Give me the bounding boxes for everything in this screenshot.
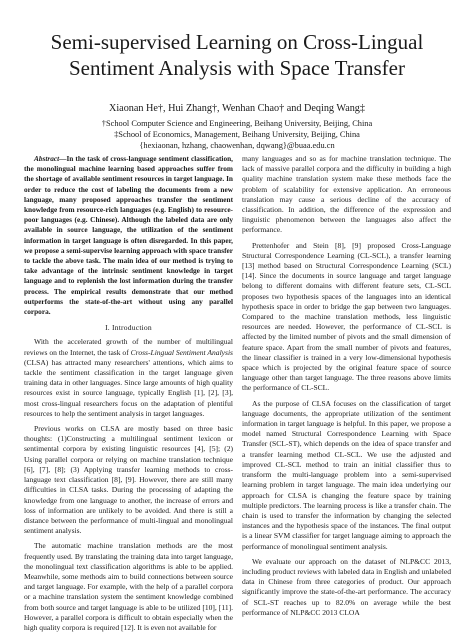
- affiliation-2: ‡School of Economics, Management, Beihang University, Beijing, China: [114, 130, 360, 139]
- right-paragraph-4: We evaluate our approach on the dataset of NLP&CC 2013, including product reviews with labeled data in English and unlabeled data in Chinese from three categories of product. Our approach significantly improve the state-of-the-art performance. The accuracy of SCL-ST reaches up to 82.0% on average while the best performance of NLP&CC 2013 CLOA: [242, 556, 451, 617]
- paper-title-line-2: Sentiment Analysis with Space Transfer: [69, 56, 405, 80]
- abstract-text: —In the task of cross-language sentiment classification, the monolingual machine learning based approaches suffer from the shortage of available sentiment resources in target language. In order to reduce the cost of labeling the documents from a new language, many proposed approaches transfer the sentiment knowledge from resource-rich languages (e.g. English) to resource-poor languages (e.g. Chinese). Although the labeled data are only available in source language, the utilization of the sentiment information in target language is often disregarded. In this paper, we propose a semi-supervise learning approach with space transfer to tackle the above task. The main idea of our method is trying to take advantage of the intrinsic sentiment knowledge in target language and to replenish the lost information during the transfer process. The empirical results demonstrate that our method outperforms the state-of-the-art without using any parallel corpora.: [24, 154, 233, 317]
- paper-title-line-1: Semi-supervised Learning on Cross-Lingual: [50, 30, 424, 54]
- right-paragraph-2: Prettenhofer and Stein [8], [9] proposed Cross-Language Structural Correspondence Learning (CL-SCL), a transfer learning [13] method based on Structural Correspondence Learning (SCL) [14]. Since the documents in source language and target language belong to different domains with different feature sets, CL-SCL proposes two hypothesis spaces of the languages into an identical hypothesis space in order to bridge the gap between two languages. Compared to the machine translation methods, less linguistic resources are needed. However, the performance of CL-SCL is affected by the limited number of pivots and the small dimension of feature space. Apart from the small number of pivots and features, the linear classifier is trained in a very low-dimensional hypothesis space which is projected by the original feature space of source language other than target language. The three reasons above limits the performance of CL-SCL.: [242, 240, 451, 393]
- right-paragraph-1: many languages and so as for machine translation technique. The lack of massive parallel corpora and the difficulty in building a high quality machine translation system make these methods face the problem of scalability for extensive application. An erroneous translation may cause a serious decline of the accuracy of classification. In addition, the difference of the expression and linguistic phenomenon between the languages also affect the performance.: [242, 154, 451, 235]
- left-column: [24, 154, 233, 633]
- intro-paragraph-3: The automatic machine translation methods are the most frequently used. By translating the training data into target language, the monolingual text classification algorithms is able to be applied. Meanwhile, some methods aim to build connections between source and target language. For example, with the help of a parallel corpora or a machine translation system the sentiment knowledge combined from both source and target language is able to be utilized [10], [11]. However, a parallel corpora is difficult to obtain especially when the high quality corpora is required [12]. It is even not available for: [24, 541, 233, 632]
- section-heading-introduction: I. Introduction: [105, 323, 152, 333]
- intro-paragraph-2: Previous works on CLSA are mostly based on three basic thoughts: (1)Constructing a multilingual sentiment lexicon or sentimental corpora by existing linguistic resources [4], [5]; (2) Using parallel corpora or relying on machine translation technique [6], [7], [8]; (3) Applying transfer learning methods to cross-language text classification [8], [9]. However, there are still many difficulties in CLSA tasks. During the processing of adapting the knowledge from one language to another, the increase of errors and loss of information are unlikely to be avoided. And there is still a distance between the performance of multi-lingual and monolingual sentiment analysis.: [24, 424, 233, 536]
- abstract: [24, 154, 233, 317]
- intro-paragraph-1-text-a: With the accelerated growth of the number of multilingual reviews on the Internet, the task of: [24, 337, 233, 357]
- intro-paragraph-1-text-b: (CLSA) has attracted many researchers' attentions, which aims to tackle the sentiment classification in the target language given training data in other languages. Since large amounts of high quality resources exist in source language, typically English [1], [2], [3], most cross-lingual researchers focus on the adaptation of plentiful resources to help the sentiment analysis in target languages.: [24, 357, 233, 418]
- right-paragraph-3: As the purpose of CLSA focuses on the classification of target language documents, the appropriate utilization of the sentiment information in target language is helpful. In this paper, we propose a model named Structural Correspondence Learning with Space Transfer (SCL-ST), which depends on the idea of space transfer and a transfer learning method CL-SCL. We use the adjusted and improved CL-SCL method to train an initial classifier thus to transform the multi-language problem into a semi-supervised learning problem in target language. The main idea underlying our approach for CLSA is changing the feature space by training multiple predictors. The learning process is like a transfer chain. The chain is used to transfer the information by changing the selected instances and the hypothesis space of the instances. The final output is a linear SVM classifier for target language aiming to approach the performance of monolingual sentiment analysis.: [242, 398, 451, 551]
- intro-paragraph-1: [24, 337, 233, 419]
- intro-paragraph-1-italic: Cross-Lingual Sentiment Analysis: [130, 347, 233, 357]
- affiliation-1: †School Computer Science and Engineering, Beihang University, Beijing, China: [101, 119, 373, 128]
- author-list: Xiaonan He†, Hui Zhang†, Wenhan Chao† and Deqing Wang‡: [108, 103, 365, 114]
- author-emails: {hexiaonan, hzhang, chaowenhan, dqwang}@buaa.edu.cn: [139, 141, 335, 150]
- right-column: [242, 154, 451, 618]
- abstract-label: Abstract: [34, 154, 60, 163]
